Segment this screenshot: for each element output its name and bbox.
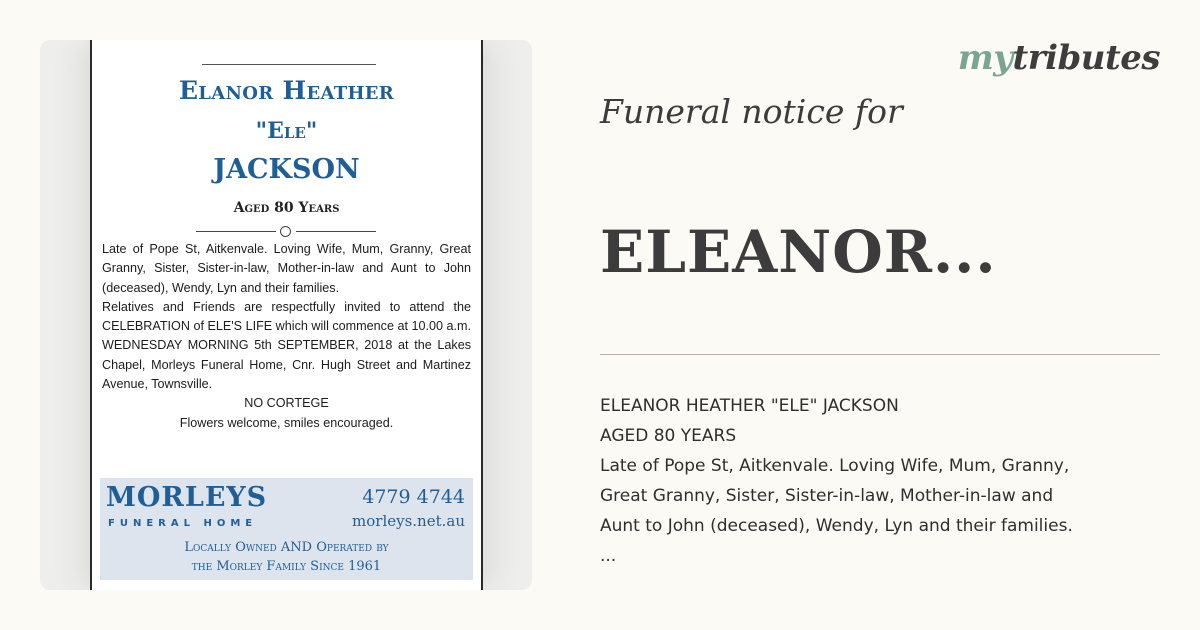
summary-line: Aunt to John (deceased), Wendy, Lyn and their families. [600,516,1073,536]
morleys-phone: 4779 4744 [362,486,465,508]
page-heading: Funeral notice for [600,92,903,131]
notice-name-line1: Elanor Heather [178,76,395,105]
notice-footer-ad [100,478,473,580]
notice-body-paragraph-2: Relatives and Friends are respectfully invited to attend the CELEBRATION of ELE'S LIFE which will commence at 10.00 a.m. WEDNESDAY MORNING 5th SEPTEMBER, 2018 at the Lakes Chapel, Morleys Funeral Home, Cnr. Hugh Street and Martinez Avenue, Townsville. [102,299,471,392]
notice-ornament [196,226,376,238]
summary-line: Late of Pope St, Aitkenvale. Loving Wife, Mum, Granny, [600,456,1070,476]
divider [600,354,1160,355]
notice-name-line3: JACKSON [213,154,360,185]
morleys-logo-subtitle: FUNERAL HOME [108,518,258,529]
mytributes-logo[interactable] [958,38,1160,78]
notice-no-cortege: NO CORTEGE [244,396,329,411]
notice-top-rule [202,64,376,65]
notice-flowers: Flowers welcome, smiles encouraged. [179,415,394,430]
notice-body [102,240,471,433]
morleys-tagline-2: the Morley Family Since 1961 [191,559,382,574]
summary-line: AGED 80 YEARS [600,426,737,446]
deceased-name: ELEANOR... [600,218,997,286]
summary-ellipsis: ... [600,546,617,566]
summary-line: Great Granny, Sister, Sister-in-law, Mother-in-law and [600,486,1054,506]
morleys-tagline-1: Locally Owned AND Operated by [184,540,389,555]
brand-part-my: my [957,38,1013,78]
brand-part-tributes: tributes [1012,38,1160,78]
summary-line: ELEANOR HEATHER "ELE" JACKSON [600,396,899,416]
funeral-notice-image [40,40,532,590]
notice-name-line2: "Ele" [255,118,318,144]
notice-paper [90,40,483,590]
morleys-website: morleys.net.au [352,512,465,530]
notice-summary [600,391,1170,571]
notice-body-paragraph-1: Late of Pope St, Aitkenvale. Loving Wife, Mum, Granny, Great Granny, Sister, Sister-in-law, Mother-in-law and Aunt to John (deceased), Wendy, Lyn and their families. [102,242,471,295]
morleys-logo: MORLEYS [106,482,268,513]
notice-aged: Aged 80 Years [233,200,340,216]
